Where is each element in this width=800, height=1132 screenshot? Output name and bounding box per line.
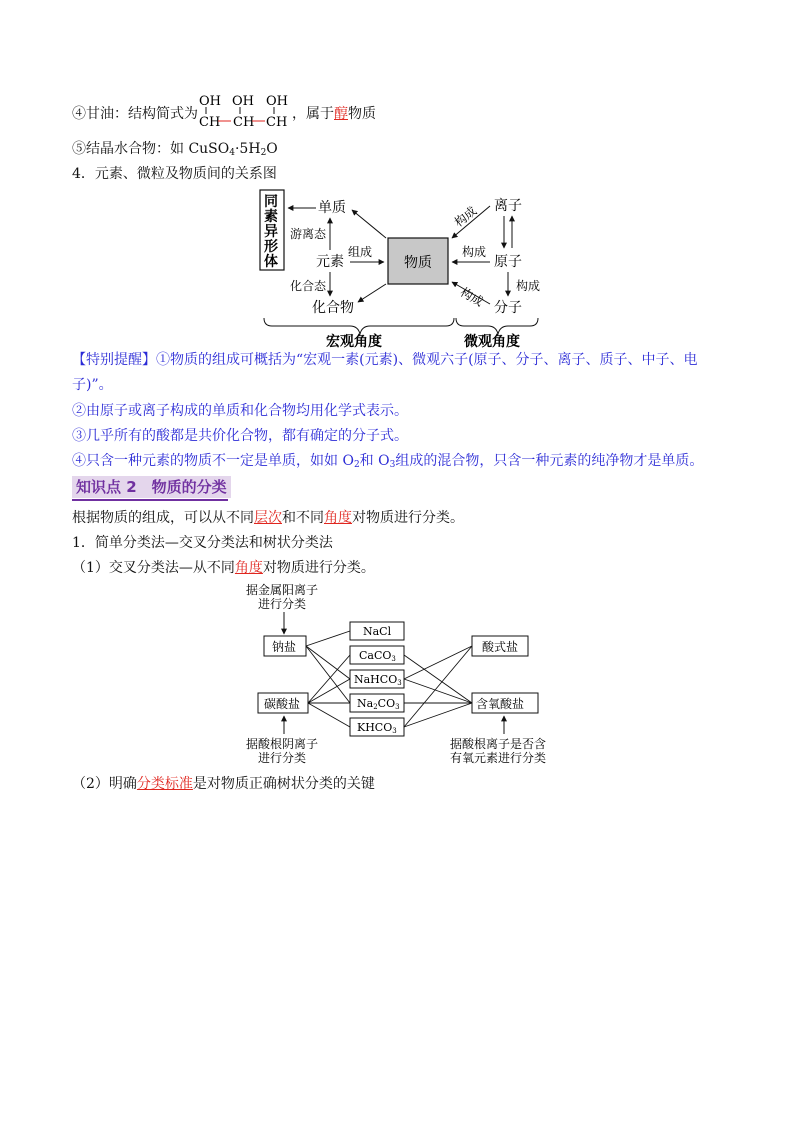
tip-line-2: ②由原子或离子构成的单质和化合物均用化学式表示。 bbox=[72, 403, 408, 419]
label-yuansu: 元素 bbox=[316, 254, 344, 270]
label-tansuanyan: 碳酸盐 bbox=[264, 697, 301, 711]
oh-3: OH bbox=[266, 94, 288, 109]
intro-line: 根据物质的组成，可以从不同层次和不同角度对物质进行分类。 bbox=[72, 510, 464, 526]
allotrope-char-2: 素 bbox=[264, 209, 278, 225]
label-goucheng-1: 构成 bbox=[451, 203, 480, 230]
item1: 1．简单分类法—交叉分类法和树状分类法 bbox=[72, 535, 333, 551]
allotrope-char-3: 异 bbox=[264, 224, 278, 240]
tip-label: 【特别提醒】 bbox=[72, 352, 156, 368]
label-lizi: 离子 bbox=[494, 198, 522, 214]
label-macro: 宏观角度 bbox=[326, 334, 382, 348]
label-zucheng: 组成 bbox=[348, 245, 373, 259]
top-label-1: 据金属阳离子 bbox=[246, 583, 319, 597]
heading-underline bbox=[72, 499, 228, 501]
glycerol-line bbox=[72, 104, 198, 124]
ch-2: CH bbox=[233, 115, 255, 130]
bottom-left-2: 进行分类 bbox=[258, 751, 307, 765]
item1-2: （2）明确分类标准是对物质正确树状分类的关键 bbox=[72, 776, 375, 792]
label-yuanzi: 原子 bbox=[494, 254, 522, 270]
keyword-cengci: 层次 bbox=[254, 510, 282, 526]
label-nayan: 钠盐 bbox=[272, 640, 297, 654]
oh-2: OH bbox=[232, 94, 254, 109]
micro-brace bbox=[456, 318, 538, 334]
oh-1: OH bbox=[199, 94, 221, 109]
ch-1: CH bbox=[199, 115, 221, 130]
glycerol-suffix: ，属于醇物质 bbox=[292, 106, 376, 122]
label-fenzi: 分子 bbox=[494, 300, 522, 316]
salt-2: CaCO3 bbox=[359, 649, 396, 663]
tip-line-4: ④只含一种元素的物质不一定是单质，如如 $O_2$和 $O_3$组成的混合物，只含一种元素的纯净物才是单质。 bbox=[72, 453, 704, 470]
label-micro: 微观角度 bbox=[464, 334, 520, 348]
label-huahewu: 化合物 bbox=[312, 300, 354, 316]
label-danzhi: 单质 bbox=[318, 200, 346, 216]
section-heading: 知识点 2 物质的分类 bbox=[72, 476, 231, 498]
alcohol-word: 醇 bbox=[334, 106, 348, 122]
keyword-jiaodu: 角度 bbox=[324, 510, 352, 526]
tip-line-1b: 子)”。 bbox=[72, 377, 113, 393]
salt-1: NaCl bbox=[363, 625, 392, 638]
glycerol-structure bbox=[196, 92, 292, 130]
keyword-jiaodu-2: 角度 bbox=[234, 560, 263, 576]
label-wuzhi: 物质 bbox=[404, 255, 432, 271]
item1-1: （1）交叉分类法—从不同角度对物质进行分类。 bbox=[72, 560, 375, 576]
ch-3: CH bbox=[266, 115, 288, 130]
keyword-fenleibiaozhun: 分类标准 bbox=[136, 776, 193, 792]
label-youlitai: 游离态 bbox=[290, 227, 327, 241]
label-hanyangsuanyan: 含氧酸盐 bbox=[476, 697, 525, 711]
bottom-right-2: 有氧元素进行分类 bbox=[450, 751, 547, 765]
salt-5: KHCO3 bbox=[357, 721, 397, 735]
tip-line-1a: 【特别提醒】①物质的组成可概括为“宏观一素(元素)、微观六子(原子、分子、离子、质子、中子、电 bbox=[72, 352, 698, 368]
top-label-2: 进行分类 bbox=[258, 597, 307, 611]
label-suanshiyan: 酸式盐 bbox=[482, 640, 519, 654]
allotrope-char-1: 同 bbox=[264, 194, 278, 210]
bottom-right-1: 据酸根离子是否含 bbox=[450, 737, 547, 751]
cross-diagram bbox=[240, 582, 570, 772]
label-goucheng-2: 构成 bbox=[462, 245, 487, 259]
allotrope-char-4: 形 bbox=[264, 239, 278, 255]
relation-diagram bbox=[250, 186, 550, 348]
label-goucheng-4: 构成 bbox=[516, 279, 541, 293]
allotrope-char-5: 体 bbox=[264, 254, 278, 270]
salt-3: NaHCO3 bbox=[354, 673, 402, 687]
macro-brace bbox=[264, 318, 454, 334]
hydrate-line: ⑤结晶水合物：如 $CuSO_4\cdot 5H_2O$ bbox=[72, 141, 278, 158]
label-huahetai: 化合态 bbox=[290, 279, 327, 293]
glycerol-prefix: ④甘油：结构简式为 bbox=[72, 106, 198, 122]
label-goucheng-3: 构成 bbox=[457, 284, 486, 310]
tip-line-3: ③几乎所有的酸都是共价化合物，都有确定的分子式。 bbox=[72, 428, 408, 444]
section4-title: 4．元素、微粒及物质间的关系图 bbox=[72, 166, 277, 182]
bottom-left-1: 据酸根阴离子 bbox=[246, 737, 319, 751]
salt-4: Na2CO3 bbox=[357, 697, 400, 711]
